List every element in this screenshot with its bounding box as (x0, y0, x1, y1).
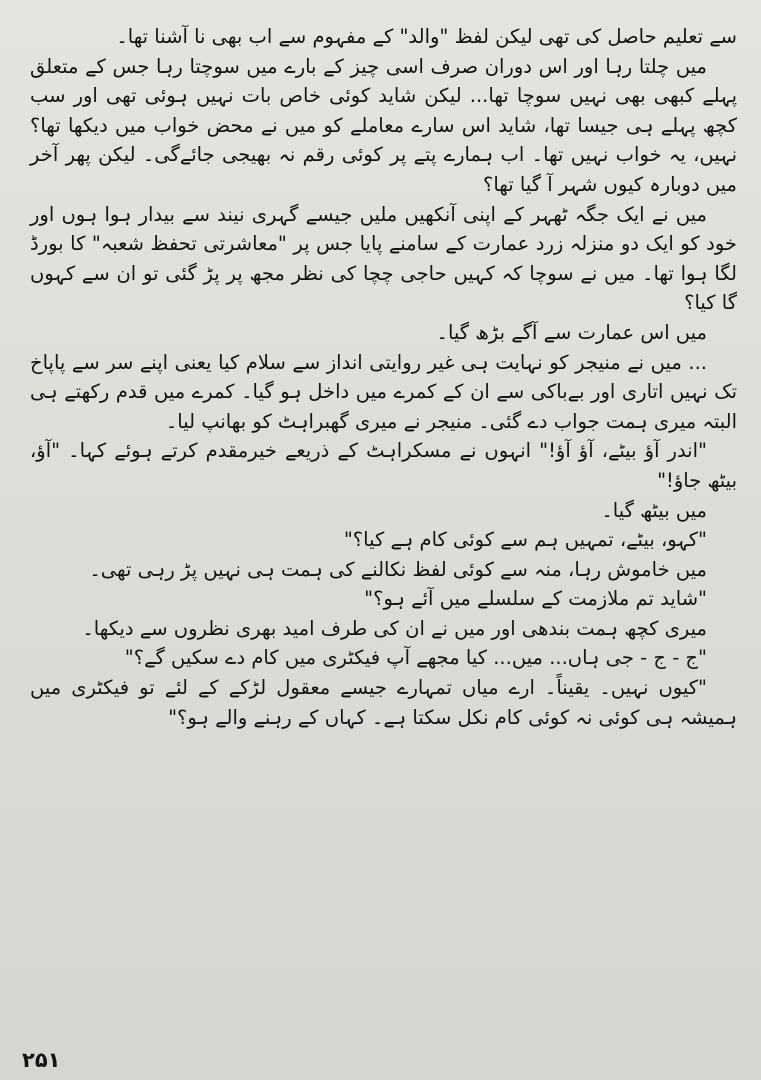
paragraph-13: "کیوں نہیں۔ یقیناً۔ ارے میاں تمہارے جیسے معقول لڑکے کے لئے تو فیکٹری میں ہمیشہ ہی کوئی نہ کوئی کام نکل سکتا ہے۔ کہاں کے رہنے والے ہو؟" (30, 676, 737, 729)
paragraph-12: "ج - ج - جی ہاں... میں... کیا مجھے آپ فیکٹری میں کام دے سکیں گے؟" (124, 646, 707, 670)
paragraph-10: "شاید تم ملازمت کے سلسلے میں آئے ہو؟" (364, 587, 707, 611)
paragraph-7: میں بیٹھ گیا۔ (601, 498, 707, 522)
paragraph-5: ... میں نے منیجر کو نہایت ہی غیر روایتی انداز سے سلام کیا یعنی اپنے سر سے پاپاخ تک نہیں اتاری اور بےباکی سے ان کے کمرے میں داخل ہو گیا۔ کمرے میں قدم رکھتے ہی البتہ میری ہمت جواب دے گئی۔ منیجر نے میری گھبراہٹ کو بھانپ لیا۔ (30, 350, 737, 433)
paragraph-11: میری کچھ ہمت بندھی اور میں نے ان کی طرف امید بھری نظروں سے دیکھا۔ (82, 616, 707, 640)
paragraph-3: میں نے ایک جگہ ٹھہر کے اپنی آنکھیں ملیں جیسے گہری نیند سے بیدار ہوا ہوں اور خود کو ایک دو منزلہ زرد عمارت کے سامنے پایا جس پر "معاشرتی تحفظ شعبہ" کا بورڈ لگا ہوا تھا۔ میں نے سوچا کہ کہیں حاجی چچا کی نظر مجھ پر پڑ گئی تو ان سے کہوں گا کیا؟ (30, 202, 737, 315)
paragraph-9: میں خاموش رہا، منہ سے کوئی لفظ نکالنے کی ہمت ہی نہیں پڑ رہی تھی۔ (89, 557, 707, 581)
page-number: ۲۵۱ (22, 1048, 61, 1072)
paragraph-1: سے تعلیم حاصل کی تھی لیکن لفظ "والد" کے مفہوم سے اب بھی نا آشنا تھا۔ (116, 25, 737, 48)
body-text (30, 22, 737, 732)
paragraph-6: "اندر آؤ بیٹے، آؤ آؤ!" انہوں نے مسکراہٹ کے ذریعے خیرمقدم کرتے ہوئے کہا۔ "آؤ، بیٹھ جاؤ!" (30, 439, 737, 492)
paragraph-8: "کہو، بیٹے، تمہیں ہم سے کوئی کام ہے کیا؟" (343, 528, 707, 552)
paragraph-4: میں اس عمارت سے آگے بڑھ گیا۔ (436, 320, 707, 344)
paragraph-2: میں چلتا رہا اور اس دوران صرف اسی چیز کے بارے میں سوچتا رہا جس کے متعلق پہلے کبھی بھی نہیں سوچا تھا... لیکن شاید کوئی خاص بات نہیں ہوئی تھی اور سب کچھ پہلے ہی جیسا تھا، شاید اس سارے معاملے کو میں نے محض خواب میں دیکھا تھا؟ نہیں، یہ خواب نہیں تھا۔ اب ہمارے پتے پر کوئی رقم نہ بھیجی جائےگی۔ لیکن پھر آخر میں دوبارہ کیوں شہر آ گیا تھا؟ (30, 54, 737, 196)
